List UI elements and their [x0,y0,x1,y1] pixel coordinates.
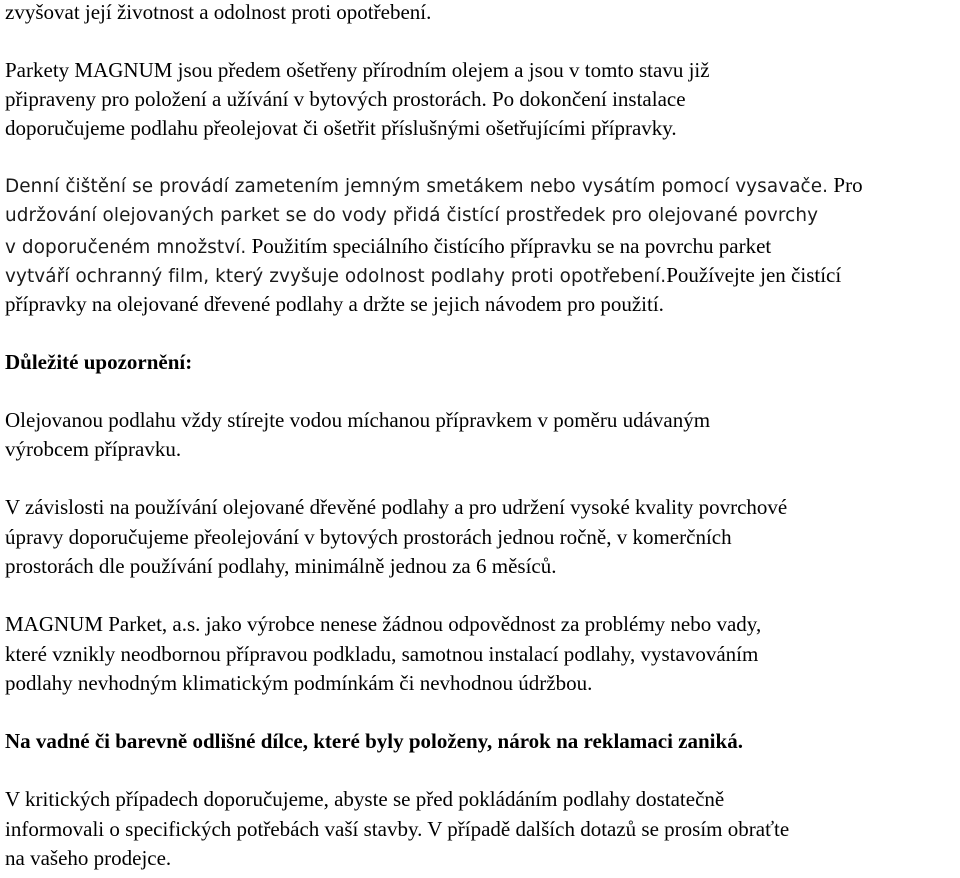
paragraph-text: Používejte jen čistící [666,263,842,287]
section-heading: Důležité upozornění: [5,350,193,374]
paragraph-line: V kritických případech doporučujeme, abyste se před pokládáním podlahy dostatečně [5,787,725,811]
paragraph-line: informovali o specifických potřebách vaší stavby. V případě dalších dotazů se prosím obraťte [5,817,790,841]
paragraph-line: připraveny pro položení a užívání v bytových prostorách. Po dokončení instalace [5,87,686,111]
paragraph-line [5,236,771,257]
paragraph-text: v doporučeném množství. [5,237,247,258]
paragraph-line: udržování olejovaných parket se do vody přidá čistící prostředek pro olejované povrchy [5,205,819,226]
paragraph-line [5,175,863,196]
warning-line: Na vadné či barevně odlišné dílce, které byly položeny, nárok na reklamaci zaniká. [5,729,743,753]
paragraph-line: Olejovanou podlahu vždy stírejte vodou míchanou přípravkem v poměru udávaným [5,408,711,432]
paragraph-line: přípravky na olejované dřevené podlahy a držte se jejich návodem pro použití. [5,292,664,316]
paragraph-line: MAGNUM Parket, a.s. jako výrobce nenese žádnou odpovědnost za problémy nebo vady, [5,612,762,636]
paragraph-line: které vznikly neodbornou přípravou podkladu, samotnou instalací podlahy, vystavováním [5,642,759,666]
paragraph-text: vytváří ochranný film, který zvyšuje odolnost podlahy proti opotřebení. [5,266,667,287]
paragraph-line: V závislosti na používání olejované dřevěné podlahy a pro udržení vysoké kvality povrchové [5,495,788,519]
paragraph-line: zvyšovat její životnost a odolnost proti opotřebení. [5,0,432,24]
paragraph-line: výrobcem přípravku. [5,437,182,461]
paragraph-line [5,265,841,286]
paragraph-line: doporučujeme podlahu přeolejovat či ošetřit příslušnými ošetřujícími přípravky. [5,116,677,140]
paragraph-text: Použitím speciálního čistícího přípravku se na povrchu parket [246,234,772,258]
paragraph-text: Pro [828,173,863,197]
paragraph-text: Denní čištění se provádí zametením jemným smetákem nebo vysátím pomocí vysavače. [5,176,829,197]
paragraph-line: na vašeho prodejce. [5,846,172,870]
paragraph-line: Parkety MAGNUM jsou předem ošetřeny přírodním olejem a jsou v tomto stavu již [5,58,710,82]
paragraph-line: prostorách dle používání podlahy, minimálně jednou za 6 měsíců. [5,554,557,578]
paragraph-line: podlahy nevhodným klimatickým podmínkám či nevhodnou údržbou. [5,671,593,695]
paragraph-line: úpravy doporučujeme přeolejování v bytových prostorách jednou ročně, v komerčních [5,525,732,549]
